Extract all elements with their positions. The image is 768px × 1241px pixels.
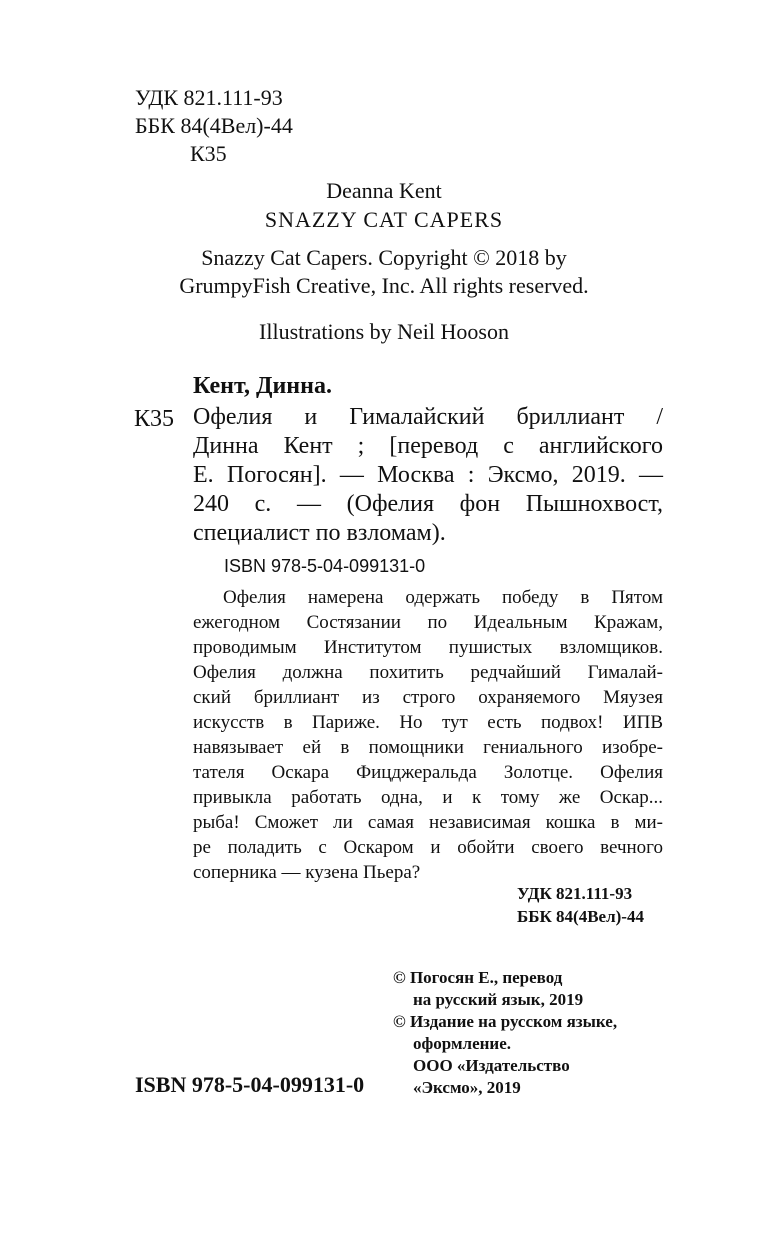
annotation-line-2: ежегодном Состязании по Идеальным Кражам, bbox=[193, 612, 663, 633]
record-author-mark: К35 bbox=[134, 406, 175, 432]
record-isbn: ISBN 978-5-04-099131-0 bbox=[224, 556, 426, 576]
illustrations-credit: Illustrations by Neil Hooson bbox=[259, 319, 509, 344]
record-line-5: специалист по взломам). bbox=[193, 520, 446, 546]
annotation-line-5: ский бриллиант из строго охраняемого Мяузея bbox=[193, 687, 663, 708]
copyright-edition-4: «Эксмо», 2019 bbox=[413, 1078, 521, 1097]
copyright-edition-3: ООО «Издательство bbox=[413, 1056, 570, 1075]
annotation-line-11: ре поладить с Оскаром и обойти своего вечного bbox=[193, 837, 663, 858]
record-line-2: Динна Кент ; [перевод с английского bbox=[193, 433, 663, 459]
record-line-3: Е. Погосян]. — Москва : Эксмо, 2019. — bbox=[193, 462, 663, 488]
copyright-translation-2: на русский язык, 2019 bbox=[413, 990, 584, 1009]
record-line-4: 240 с. — (Офелия фон Пышнохвост, bbox=[193, 491, 663, 517]
isbn-main: ISBN 978-5-04-099131-0 bbox=[135, 1072, 365, 1097]
original-title: SNAZZY CAT CAPERS bbox=[264, 207, 504, 232]
copyright-line-1: Snazzy Cat Capers. Copyright © 2018 by bbox=[201, 245, 567, 270]
copyright-translation-1: © Погосян Е., перевод bbox=[393, 968, 563, 987]
record-author-heading: Кент, Динна. bbox=[193, 373, 332, 399]
copyright-edition-2: оформление. bbox=[413, 1034, 512, 1053]
record-line-1: Офелия и Гималайский бриллиант / bbox=[193, 404, 663, 430]
annotation-line-6: искусств в Париже. Но тут есть подвох! ИПВ bbox=[193, 712, 663, 733]
copyright-edition-1: © Издание на русском языке, bbox=[393, 1012, 618, 1031]
author-mark-top: К35 bbox=[190, 141, 227, 166]
annotation-line-9: привыкла работать одна, и к тому же Оскар... bbox=[193, 787, 663, 808]
annotation-line-3: проводимым Институтом пушистых взломщиков. bbox=[193, 637, 663, 658]
udk-code: УДК 821.111-93 bbox=[135, 85, 283, 110]
udk-code-bottom: УДК 821.111-93 bbox=[517, 884, 633, 903]
original-author: Deanna Kent bbox=[326, 178, 442, 203]
annotation-line-10: рыба! Сможет ли самая независимая кошка в ми- bbox=[193, 812, 663, 833]
annotation-line-8: тателя Оскара Фицджеральда Золотце. Офелия bbox=[193, 762, 663, 783]
copyright-line-2: GrumpyFish Creative, Inc. All rights reserved. bbox=[179, 273, 589, 298]
annotation-line-7: навязывает ей в помощники гениального изобре- bbox=[193, 737, 663, 758]
annotation-line-12: соперника — кузена Пьера? bbox=[193, 862, 421, 883]
annotation-line-1: Офелия намерена одержать победу в Пятом bbox=[223, 587, 663, 608]
bbk-code-bottom: ББК 84(4Вел)-44 bbox=[517, 907, 644, 926]
annotation-line-4: Офелия должна похитить редчайший Гималай- bbox=[193, 662, 663, 683]
bbk-code: ББК 84(4Вел)-44 bbox=[135, 113, 293, 138]
